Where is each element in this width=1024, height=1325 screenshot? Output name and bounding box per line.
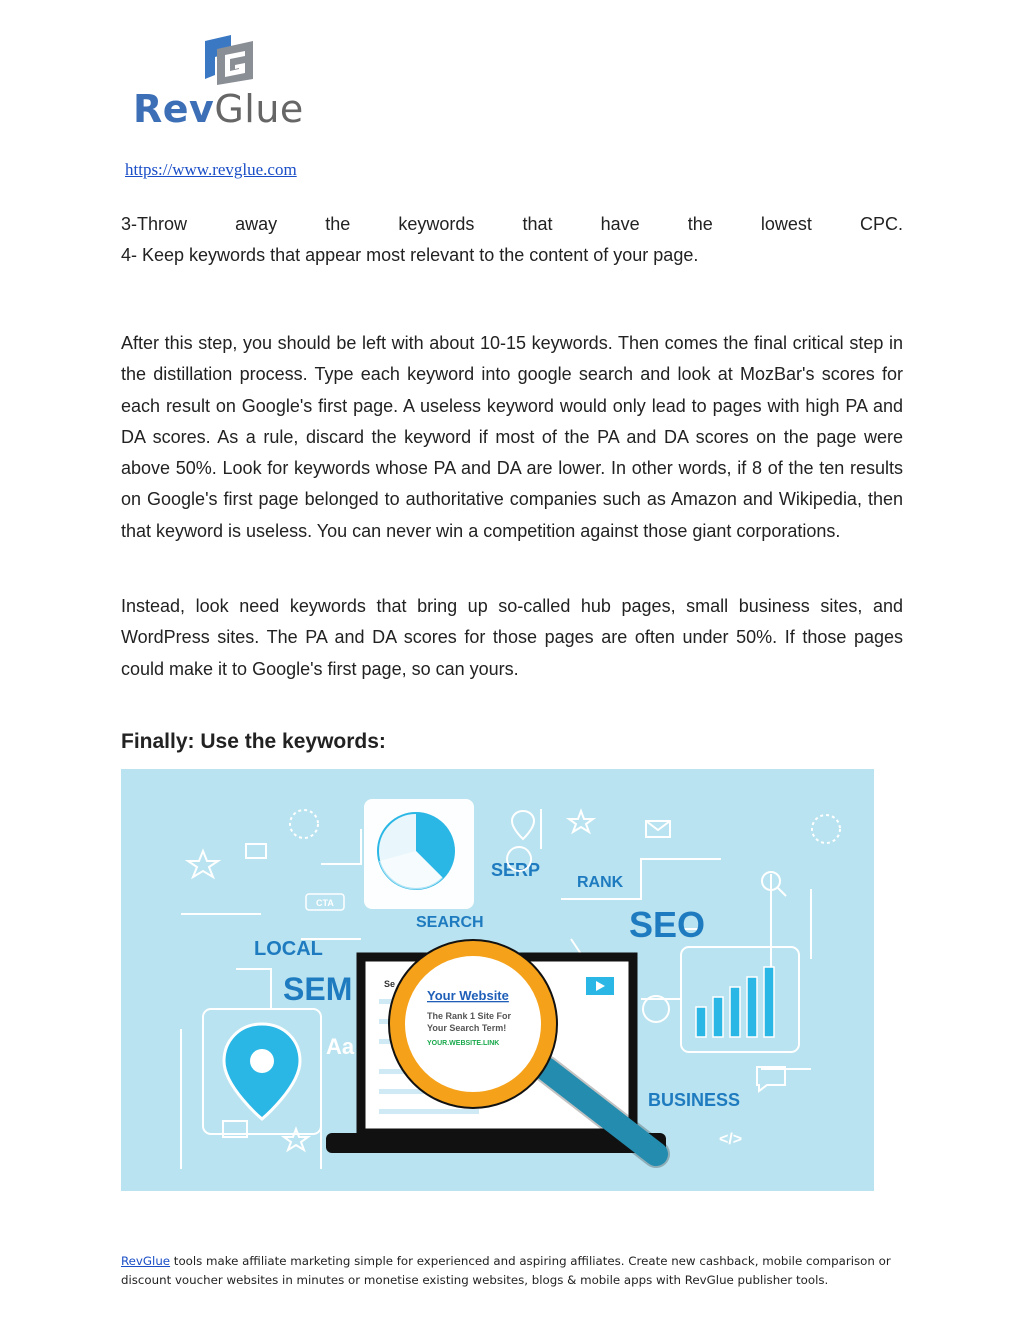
typography-label: Aa <box>326 1034 355 1059</box>
paragraph-distillation: After this step, you should be left with about 10-15 keywords. Then comes the final critical step in the distillation process. Type each keyword into google search and look at MozBar's scores for each result on Google's first page. A useless keyword would only lead to pages with high PA and DA scores. As a rule, discard the keyword if most of the PA and DA scores on the page were above 50%. Look for keywords whose PA and DA are lower. In other words, if 8 of the ten results on Google's first page belonged to authoritative companies such as Amazon and Wikipedia, then that keyword is useless. You can never win a competition against those giant corporations. <box>121 333 903 541</box>
sem-label: SEM <box>283 971 353 1007</box>
website-link[interactable]: https://www.revglue.com <box>125 160 297 179</box>
dotted-circle-icon <box>812 815 840 843</box>
local-label: LOCAL <box>254 938 323 960</box>
seo-illustration <box>121 769 874 1191</box>
screen-search-text: Se <box>384 979 396 989</box>
seo-label: SEO <box>629 904 706 945</box>
cart-icon <box>246 844 266 858</box>
chat-bubble-icon <box>757 1067 785 1091</box>
footer <box>121 1252 911 1290</box>
revglue-logo <box>133 35 333 130</box>
section-heading: Finally: Use the keywords: <box>121 730 386 753</box>
site-link-label: YOUR.WEBSITE.LINK <box>427 1040 500 1047</box>
search-label: SEARCH <box>416 914 484 931</box>
revglue-logo-icon <box>193 35 259 87</box>
rank-label: RANK <box>577 874 624 891</box>
location-small-icon <box>512 811 534 839</box>
star-icon <box>569 811 593 832</box>
logo-rev-text: Rev <box>133 87 215 131</box>
tagline-line-2: Your Search Term! <box>427 1023 507 1033</box>
step-4-text: 4- Keep keywords that appear most relevant to the content of your page. <box>121 245 699 265</box>
bar-chart-icon <box>696 967 774 1037</box>
your-website-label: Your Website <box>427 988 509 1003</box>
tagline-line-1: The Rank 1 Site For <box>427 1011 512 1021</box>
cta-label: CTA <box>316 898 334 908</box>
star-icon <box>188 851 218 877</box>
dotted-circle-icon <box>290 810 318 838</box>
logo-glue-text: Glue <box>214 87 304 131</box>
serp-label: SERP <box>491 860 541 880</box>
step-3-text: 3-Throw away the keywords that have the lowest CPC. <box>121 214 903 234</box>
footer-text: tools make affiliate marketing simple for experienced and aspiring affiliates. Create new cashback, mobile comparison or discount voucher websites in minutes or monetise existing websites, blogs & mobile apps with RevGlue publisher tools. <box>121 1254 891 1287</box>
business-label: BUSINESS <box>648 1090 741 1110</box>
seo-illustration-graphic <box>121 769 874 1191</box>
code-label: </> <box>719 1131 743 1148</box>
star-icon <box>284 1129 308 1150</box>
logo-wordmark <box>133 87 304 131</box>
footer-revglue-link[interactable]: RevGlue <box>121 1254 171 1268</box>
paragraph-hub-pages: Instead, look need keywords that bring up so-called hub pages, small business sites, and WordPress sites. The PA and DA scores for those pages are often under 50%. If those pages could make it to Google's first page, so can yours. <box>121 596 903 679</box>
